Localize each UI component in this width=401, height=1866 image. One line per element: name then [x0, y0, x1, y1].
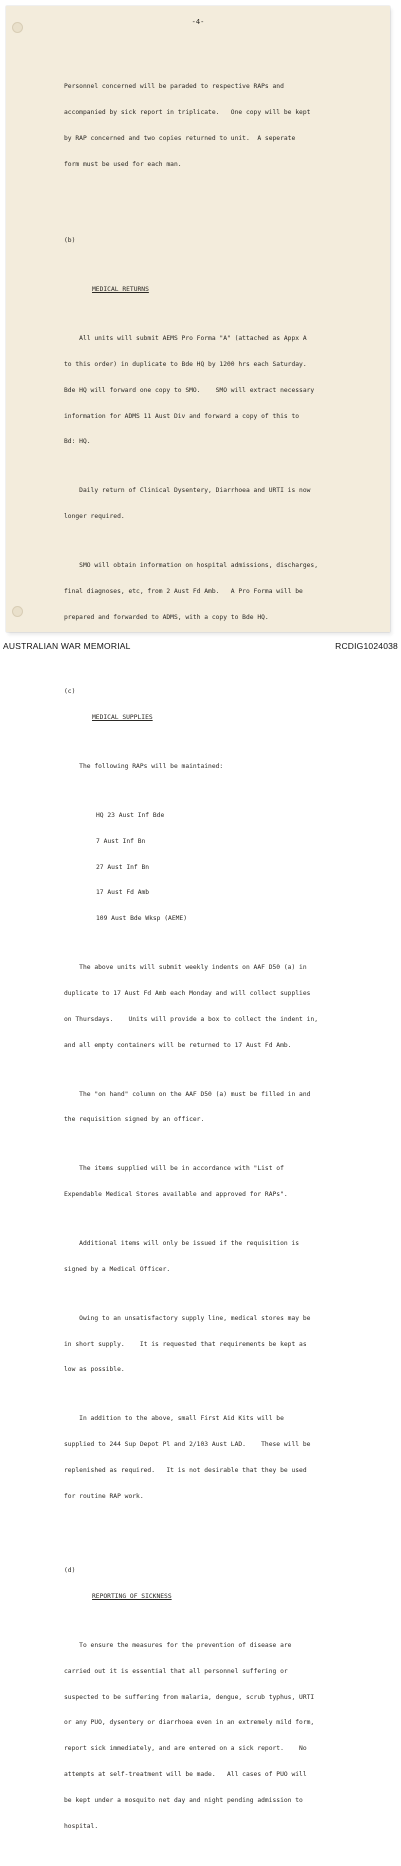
text-line: accompanied by sick report in triplicate. One copy will be kept [64, 108, 311, 116]
text-line: be kept under a mosquito net day and night pending admission to [64, 1796, 303, 1804]
text-line: Bd: HQ. [64, 438, 91, 446]
section-heading: REPORTING OF SICKNESS [92, 1593, 172, 1601]
text-line: The "on hand" column on the AAF D50 (a) must be filled in and [64, 1090, 311, 1098]
text-line: supplied to 244 Sup Depot Pl and 2/103 Aust LAD. These will be [64, 1441, 311, 1449]
rap-list-item: 27 Aust Inf Bn [96, 863, 150, 871]
rap-list-item: 7 Aust Inf Bn [96, 837, 146, 845]
section-heading: MEDICAL RETURNS [92, 286, 149, 294]
text-line: The following RAPs will be maintained: [64, 763, 224, 771]
record-id: RCDIG1024038 [335, 641, 398, 651]
rap-list-item: HQ 23 Aust Inf Bde [96, 812, 165, 820]
section-b [64, 220, 382, 639]
text-line: hospital. [64, 1822, 99, 1830]
text-line: to this order) in duplicate to Bde HQ by 1200 hrs each Saturday. [64, 361, 307, 368]
section-label: (d) [64, 1567, 76, 1575]
text-line: carried out it is essential that all personnel suffering or [64, 1667, 288, 1675]
text-line: low as possible. [64, 1366, 125, 1374]
text-line: signed by a Medical Officer. [64, 1265, 171, 1273]
section-d [64, 1567, 382, 1848]
section-label: (c) [64, 688, 76, 696]
text-line: and all empty containers will be returned to 17 Aust Fd Amb. [64, 1041, 292, 1049]
archive-name: AUSTRALIAN WAR MEMORIAL [3, 641, 131, 651]
text-line: final diagnoses, etc, from 2 Aust Fd Amb. A Pro Forma will be [64, 587, 303, 595]
text-line: information for ADMS 11 Aust Div and forward a copy of this to [64, 412, 300, 420]
text-line: Expendable Medical Stores available and approved for RAPs". [64, 1191, 288, 1199]
punch-hole [12, 606, 23, 617]
text-line: attempts at self-treatment will be made. All cases of PUO will [64, 1771, 307, 1779]
text-line: In addition to the above, small First Aid Kits will be [64, 1415, 284, 1423]
text-line: The above units will submit weekly indents on AAF D50 (a) in [64, 964, 307, 972]
text-line: duplicate to 17 Aust Fd Amb each Monday and will collect supplies [64, 989, 311, 997]
document-body [64, 66, 382, 1866]
section-c [64, 688, 382, 1518]
text-line: report sick immediately, and are entered on a sick report. No [64, 1745, 307, 1753]
text-line: for routine RAP work. [64, 1492, 144, 1500]
text-line: prepared and forwarded to ADMS, with a copy to Bde HQ. [64, 613, 269, 621]
text-line: Additional items will only be issued if the requisition is [64, 1240, 300, 1247]
text-line: All units will submit AEMS Pro Forma "A" (attached as Appx A [64, 335, 307, 343]
section-heading: MEDICAL SUPPLIES [92, 714, 153, 722]
text-line: on Thursdays. Units will provide a box to collect the indent in, [64, 1015, 319, 1023]
section-label: (b) [64, 237, 76, 245]
page-number: -4- [191, 18, 205, 26]
text-line: The items supplied will be in accordance with "List of [64, 1165, 284, 1173]
text-line: or any PUO, dysentery or diarrhoea even in an extremely mild form, [64, 1719, 315, 1727]
text-line: suspected to be suffering from malaria, dengue, scrub typhus, URTI [64, 1693, 315, 1701]
text-line: Daily return of Clinical Dysentery, Diarrhoea and URTI is now [64, 487, 311, 495]
text-line: form must be used for each man. [64, 160, 182, 168]
text-line: To ensure the measures for the prevention of disease are [64, 1642, 292, 1650]
rap-list-item: 109 Aust Bde Wksp (AEME) [96, 915, 187, 923]
text-line: Bde HQ will forward one copy to SMO. SMO will extract necessary [64, 386, 315, 394]
archive-footer [0, 638, 401, 654]
text-line: longer required. [64, 513, 125, 521]
rap-list-item: 17 Aust Fd Amb [96, 889, 150, 897]
text-line: Owing to an unsatisfactory supply line, medical stores may be [64, 1314, 311, 1322]
text-line: replenished as required. It is not desirable that they be used [64, 1466, 307, 1474]
text-line: Personnel concerned will be paraded to respective RAPs and [64, 83, 284, 91]
text-line: SMO will obtain information on hospital admissions, discharges, [64, 562, 319, 570]
text-line: by RAP concerned and two copies returned to unit. A seperate [64, 134, 296, 142]
text-line: in short supply. It is requested that requirements be kept as [64, 1340, 307, 1348]
text-line: the requisition signed by an officer. [64, 1116, 205, 1124]
